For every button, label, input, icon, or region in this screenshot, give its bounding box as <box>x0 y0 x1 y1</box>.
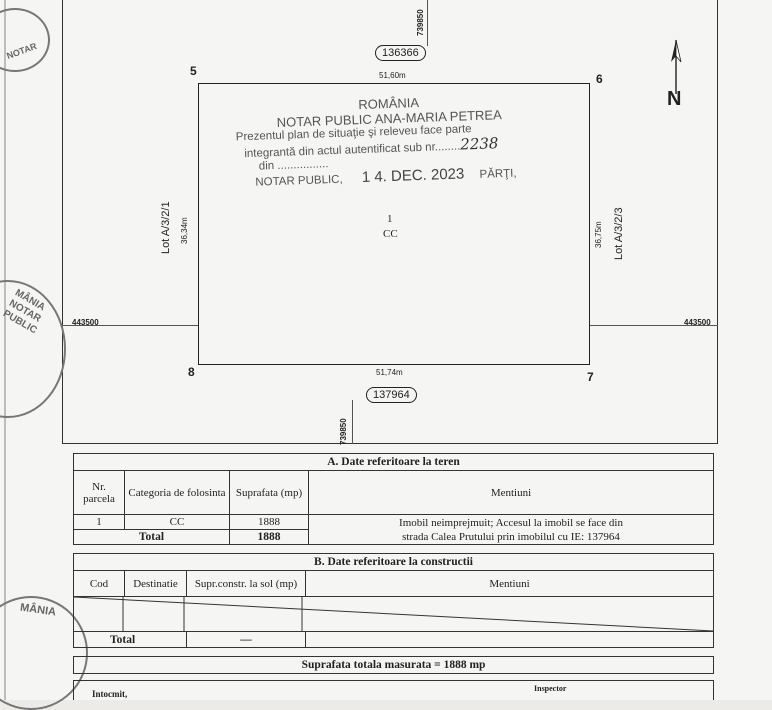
right-coordinate: 443500 <box>684 318 711 327</box>
table-b-empty-row <box>74 597 714 632</box>
parcel-number: 1 <box>387 213 393 225</box>
neighbor-right-label: Lot A/3/2/3 <box>613 207 625 260</box>
seal-bottom-left: MÂNIA <box>0 596 88 710</box>
empty-row-strike <box>74 597 713 631</box>
bottom-axis-line <box>352 400 353 444</box>
point-7: 7 <box>587 370 594 384</box>
parcel-category: CC <box>383 228 398 240</box>
neighbor-left-label: Lot A/3/2/1 <box>160 201 172 254</box>
prepared-by-label: Intocmit, <box>92 689 128 699</box>
table-a-cell-category: CC <box>125 515 230 530</box>
stamp-line-romania: ROMÂNIA <box>358 94 420 113</box>
table-a-cell-mentions <box>309 515 714 545</box>
dim-left: 36,34m <box>180 217 189 244</box>
table-b-title: B. Date referitoare la constructii <box>74 554 714 571</box>
stamp-notary-sign: NOTAR PUBLIC, <box>255 173 343 189</box>
stamp-line-4: integrantă din actul autentificat sub nr........ <box>244 140 461 161</box>
top-axis-line <box>427 0 428 46</box>
seal-middle-left: MÂNIA NOTAR PUBLIC <box>0 280 66 418</box>
point-8: 8 <box>188 365 195 379</box>
stamp-date: 1 4. DEC. 2023 <box>361 165 465 187</box>
dim-right: 36,75m <box>594 221 603 248</box>
north-label: N <box>667 88 682 110</box>
neighbor-top-label: 136366 <box>375 45 426 61</box>
table-construction-data <box>73 553 714 648</box>
stamp-line-5: din ................ <box>258 158 329 173</box>
table-a-total-value: 1888 <box>230 530 309 545</box>
dim-top: 51,60m <box>379 71 406 80</box>
table-b-total-label: Total <box>74 632 187 648</box>
table-a-cell-area: 1888 <box>230 515 309 530</box>
table-a-cell-nr: 1 <box>74 515 125 530</box>
stamp-parties: PĂRŢI, <box>479 167 517 181</box>
table-a-title: A. Date referitoare la teren <box>74 454 714 471</box>
left-axis-line <box>62 325 198 326</box>
table-land-data <box>73 453 714 545</box>
signature-block <box>73 680 714 700</box>
table-a-header-area: Suprafata (mp) <box>230 471 309 515</box>
dim-bottom: 51,74m <box>376 368 403 377</box>
table-a-total-label: Total <box>74 530 230 545</box>
table-b-header-code: Cod <box>74 571 125 597</box>
stamp-line-notary: NOTAR PUBLIC ANA-MARIA PETREA <box>276 107 502 130</box>
mentions-line-1: Imobil neimprejmuit; Accesul la imobil se face din <box>399 516 623 529</box>
table-b-total-mentions <box>306 632 714 648</box>
bottom-coordinate: 739850 <box>339 418 348 445</box>
stamp-handwritten-number: 2238 <box>459 134 499 154</box>
neighbor-bottom-label: 137964 <box>366 387 417 403</box>
table-a-header-mentions: Mentiuni <box>309 471 714 515</box>
table-a-header-category: Categoria de folosinta <box>125 471 230 515</box>
table-b-header-mentions: Mentiuni <box>306 571 714 597</box>
table-b-total-value: — <box>187 632 306 648</box>
stamp-line-3: Prezentul plan de situaţie şi releveu face parte <box>235 123 472 144</box>
left-coordinate: 443500 <box>72 318 99 327</box>
top-coordinate: 739850 <box>416 9 425 36</box>
notary-stamp <box>229 90 552 190</box>
inspector-label: Inspector <box>534 684 567 693</box>
right-axis-line <box>590 325 718 326</box>
table-b-header-area: Supr.constr. la sol (mp) <box>187 571 306 597</box>
mentions-line-2: strada Calea Prutului prin imobilul cu IE: 137964 <box>402 530 620 543</box>
table-a-header-nr: Nr. parcela <box>74 471 125 515</box>
point-5: 5 <box>190 64 197 78</box>
total-area-summary: Suprafata totala masurata = 1888 mp <box>73 656 714 674</box>
seal-top-left: NOTAR <box>0 8 50 72</box>
table-b-header-destination: Destinatie <box>125 571 187 597</box>
point-6: 6 <box>596 72 603 86</box>
